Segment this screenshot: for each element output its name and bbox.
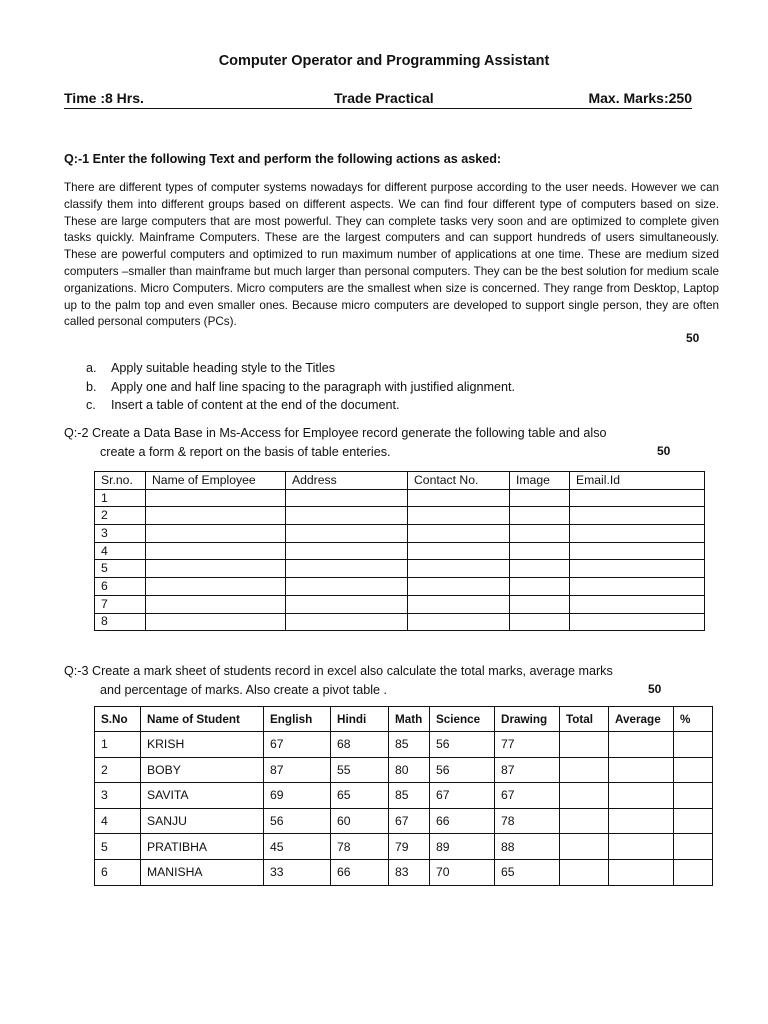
q3-line1: Q:-3 Create a mark sheet of students record in excel also calculate the total marks, average marks bbox=[64, 664, 613, 678]
table-cell: 56 bbox=[430, 757, 495, 783]
table-cell: 67 bbox=[264, 732, 331, 758]
table-cell bbox=[674, 808, 713, 834]
table-cell: 85 bbox=[389, 732, 430, 758]
table-row: 1 bbox=[95, 489, 705, 507]
column-header: Drawing bbox=[495, 707, 560, 732]
table-row: 5 bbox=[95, 560, 705, 578]
table-cell: 89 bbox=[430, 834, 495, 860]
table-cell: 55 bbox=[331, 757, 389, 783]
table-cell: 45 bbox=[264, 834, 331, 860]
table-cell bbox=[674, 783, 713, 809]
table-cell bbox=[674, 732, 713, 758]
column-header: Science bbox=[430, 707, 495, 732]
table-cell: 70 bbox=[430, 859, 495, 885]
table-row: 6 bbox=[95, 578, 705, 596]
q1-marks: 50 bbox=[686, 331, 700, 345]
table-cell: 87 bbox=[264, 757, 331, 783]
table-cell: 68 bbox=[331, 732, 389, 758]
table-cell bbox=[560, 859, 609, 885]
marksheet-table bbox=[94, 706, 713, 886]
table-cell bbox=[560, 757, 609, 783]
table-cell: 56 bbox=[430, 732, 495, 758]
table-cell: BOBY bbox=[141, 757, 264, 783]
table-cell: 60 bbox=[331, 808, 389, 834]
table-cell: 83 bbox=[389, 859, 430, 885]
table-cell: 2 bbox=[95, 757, 141, 783]
q2-line1: Q:-2 Create a Data Base in Ms-Access for Employee record generate the following table and also bbox=[64, 426, 607, 440]
table-cell: 33 bbox=[264, 859, 331, 885]
table-cell: 56 bbox=[264, 808, 331, 834]
table-header-row bbox=[95, 707, 713, 732]
exam-header-row bbox=[64, 90, 692, 109]
table-row: 4 bbox=[95, 542, 705, 560]
table-cell: SAVITA bbox=[141, 783, 264, 809]
table-cell: KRISH bbox=[141, 732, 264, 758]
table-cell: 65 bbox=[331, 783, 389, 809]
exam-max-marks: Max. Marks:250 bbox=[588, 90, 692, 106]
table-cell: 69 bbox=[264, 783, 331, 809]
table-cell: 88 bbox=[495, 834, 560, 860]
q1-paragraph: There are different types of computer systems nowadays for different purpose according to the user needs. However we can classify them into different groups based on different aspects. We can find four different type of computers based on size. These are large computers that are most powerful. They can complete tasks very soon and are optimized to complete given tasks quickly. Mainframe Computers. These are the largest computers and can support hundreds of users simultaneously. These are powerful computers and optimized to run maximum number of applications at one time. These are medium sized computers –smaller than mainframe but much larger than personal computers. They can be the best solution for medium scale organizations. Micro Computers. Micro computers are the smallest when size is concerned. They range from Desktop, Laptop up to the palm top and even smaller ones. Because micro computers are developed to support single person, they are often called personal computers (PCs). bbox=[64, 181, 719, 329]
task-item: b. Apply one and half line spacing to the paragraph with justified alignment. bbox=[86, 379, 515, 394]
table-cell: 66 bbox=[331, 859, 389, 885]
table-cell: 1 bbox=[95, 732, 141, 758]
table-row bbox=[95, 859, 713, 885]
column-header: English bbox=[264, 707, 331, 732]
column-header: Email.Id bbox=[570, 472, 705, 490]
table-cell bbox=[560, 732, 609, 758]
table-cell: 87 bbox=[495, 757, 560, 783]
employee-table bbox=[94, 471, 705, 631]
table-cell bbox=[560, 808, 609, 834]
table-cell: 4 bbox=[95, 808, 141, 834]
table-cell bbox=[609, 732, 674, 758]
table-header-row bbox=[95, 472, 705, 490]
table-cell: 78 bbox=[331, 834, 389, 860]
page-title: Computer Operator and Programming Assistant bbox=[218, 53, 550, 69]
table-cell: 65 bbox=[495, 859, 560, 885]
column-header: Name of Employee bbox=[146, 472, 286, 490]
q2-line2: create a form & report on the basis of table enteries. bbox=[100, 444, 391, 459]
table-row bbox=[95, 808, 713, 834]
column-header: Name of Student bbox=[141, 707, 264, 732]
table-cell bbox=[674, 834, 713, 860]
task-item: a. Apply suitable heading style to the Titles bbox=[86, 361, 336, 375]
q3-marks: 50 bbox=[648, 682, 662, 696]
q2-text bbox=[64, 424, 704, 461]
table-row bbox=[95, 783, 713, 809]
column-header: Contact No. bbox=[408, 472, 510, 490]
table-cell: 67 bbox=[430, 783, 495, 809]
table-cell: 80 bbox=[389, 757, 430, 783]
q1-heading: Q:-1 Enter the following Text and perform the following actions as asked: bbox=[64, 152, 502, 166]
table-cell bbox=[560, 834, 609, 860]
exam-trade: Trade Practical bbox=[334, 90, 434, 106]
table-cell: 78 bbox=[495, 808, 560, 834]
column-header: Sr.no. bbox=[95, 472, 146, 490]
table-cell: PRATIBHA bbox=[141, 834, 264, 860]
table-row: 7 bbox=[95, 595, 705, 613]
table-cell bbox=[560, 783, 609, 809]
column-header: Math bbox=[389, 707, 430, 732]
table-cell: 5 bbox=[95, 834, 141, 860]
table-cell: 67 bbox=[495, 783, 560, 809]
column-header: S.No bbox=[95, 707, 141, 732]
column-header: Hindi bbox=[331, 707, 389, 732]
table-cell: 3 bbox=[95, 783, 141, 809]
table-cell bbox=[609, 757, 674, 783]
column-header: Address bbox=[286, 472, 408, 490]
table-cell: 85 bbox=[389, 783, 430, 809]
table-cell: SANJU bbox=[141, 808, 264, 834]
table-cell: 67 bbox=[389, 808, 430, 834]
q1-task-list bbox=[86, 359, 515, 415]
table-cell bbox=[674, 757, 713, 783]
table-cell: 77 bbox=[495, 732, 560, 758]
table-row bbox=[95, 732, 713, 758]
task-item: c. Insert a table of content at the end of the document. bbox=[86, 398, 400, 412]
table-row bbox=[95, 834, 713, 860]
table-cell: 79 bbox=[389, 834, 430, 860]
column-header: Image bbox=[510, 472, 570, 490]
table-cell: 66 bbox=[430, 808, 495, 834]
column-header: % bbox=[674, 707, 713, 732]
q3-text bbox=[64, 662, 704, 699]
exam-time: Time :8 Hrs. bbox=[64, 90, 144, 106]
table-cell: MANISHA bbox=[141, 859, 264, 885]
q2-marks: 50 bbox=[657, 444, 671, 458]
table-row: 3 bbox=[95, 525, 705, 543]
table-cell bbox=[609, 859, 674, 885]
table-row bbox=[95, 757, 713, 783]
table-cell: 6 bbox=[95, 859, 141, 885]
table-cell bbox=[609, 808, 674, 834]
table-row: 8 bbox=[95, 613, 705, 631]
table-cell bbox=[609, 834, 674, 860]
q3-line2: and percentage of marks. Also create a pivot table . bbox=[100, 682, 388, 697]
column-header: Total bbox=[560, 707, 609, 732]
table-cell bbox=[609, 783, 674, 809]
column-header: Average bbox=[609, 707, 674, 732]
table-cell bbox=[674, 859, 713, 885]
table-row: 2 bbox=[95, 507, 705, 525]
